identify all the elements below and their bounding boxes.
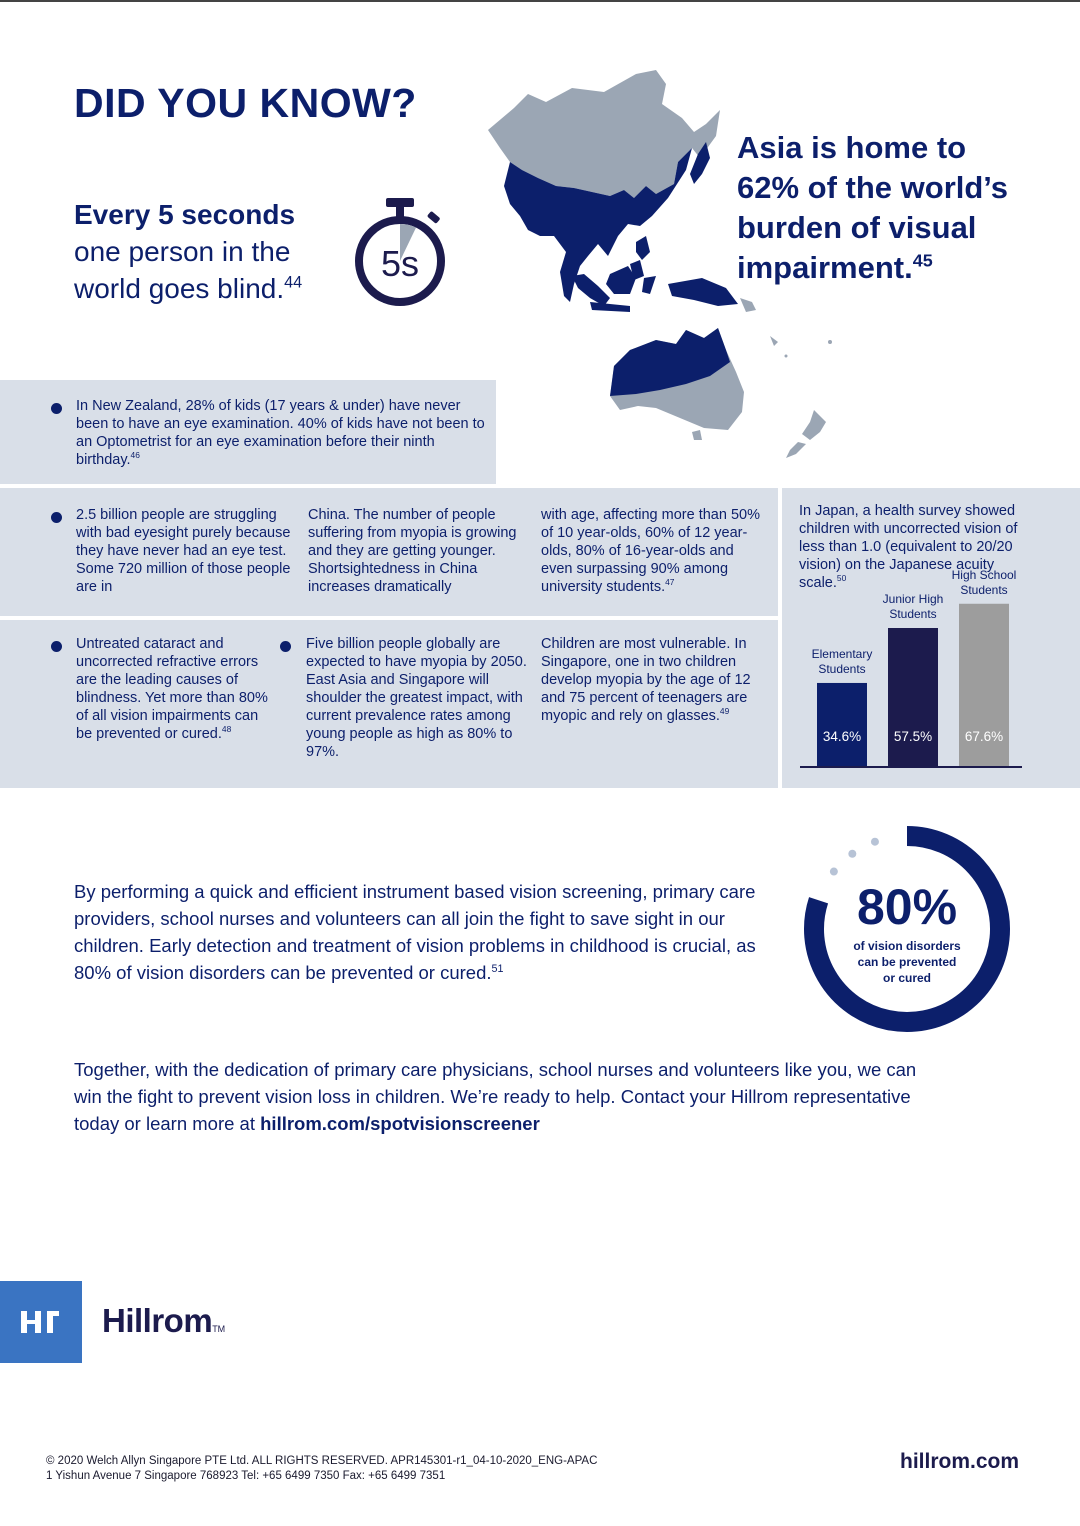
- singapore-fact: [541, 635, 769, 725]
- footer-website-link[interactable]: hillrom.com: [900, 1450, 1020, 1473]
- stopwatch-label: 5s: [380, 243, 420, 284]
- brand-tm: TM: [212, 1324, 226, 1334]
- bullet-dot: [51, 403, 62, 414]
- myopia-fact-text: Five billion people globally are expected to have myopia by 2050. East Asia and Singapore will shoulder the greatest impact, with current prevalence rates among young people as high as 80% to 97%.: [306, 636, 527, 760]
- closing-paragraph: [74, 1056, 934, 1137]
- donut-caption-line2: can be prevented: [857, 955, 957, 969]
- eyesight-fact-col2-text: China. The number of people suffering from myopia is growing and they are getting younger. Shortsightedness in China increases dramatically: [308, 507, 517, 595]
- chart-category-label: Students: [818, 661, 866, 676]
- chart-value-label: 34.6%: [822, 729, 862, 744]
- footer-address: 1 Yishun Avenue 7 Singapore 768923 Tel: +65 6499 7350 Fax: +65 6499 7351: [46, 1470, 446, 1482]
- asia-fact-line4: impairment.: [737, 250, 913, 285]
- screening-text: By performing a quick and efficient instrument based vision screening, primary care providers, school nurses and volunteers can all join the fight to save sight in our children. Early detection and treatment of vision problems in childhood is crucial, as 80% of vision disorders can be prevented or cured.: [74, 881, 756, 983]
- myopia-fact: [306, 635, 528, 761]
- footer-legal: [46, 1454, 597, 1484]
- eyesight-fact-col3: [541, 506, 769, 596]
- donut-caption-line1: of vision disorders: [853, 939, 961, 953]
- eighty-percent-donut: [798, 820, 1016, 1038]
- eyesight-fact-col1-text: 2.5 billion people are struggling with bad eyesight purely because they have never had an eye test. Some 720 million of those people are in: [76, 507, 291, 595]
- donut-dot: [830, 868, 838, 876]
- chart-category-label: Elementary: [811, 646, 873, 661]
- hillrom-wordmark: [102, 1302, 225, 1340]
- bullet-dot: [51, 641, 62, 652]
- chart-category-label: Students: [889, 607, 937, 621]
- asia-fact-line2: 62% of the world’s: [737, 170, 1009, 205]
- chart-value-label: 67.6%: [964, 729, 1004, 744]
- footer-copyright: © 2020 Welch Allyn Singapore PTE Ltd. ALL RIGHTS RESERVED. APR145301-r1_04-10-2020_ENG-APAC: [46, 1455, 598, 1467]
- asia-fact-line1: Asia is home to: [737, 130, 967, 165]
- eyesight-fact-col1: [76, 506, 300, 596]
- top-rule: [0, 0, 1080, 2]
- cataract-fact-text: Untreated cataract and uncorrected refractive errors are the leading causes of blindness. Yet more than 80% of all vision impairments can be prevented or cured.: [76, 636, 268, 742]
- bullet-dot: [51, 512, 62, 523]
- singapore-fact-ref: 49: [719, 706, 730, 717]
- eyesight-fact-col2: [308, 506, 532, 596]
- hillrom-mark-icon: [19, 1307, 63, 1337]
- closing-text: Together, with the dedication of primary care physicians, school nurses and volunteers like you, we can win the fight to prevent vision loss in children. We’re ready to help. Contact your Hillrom representative today or learn more at: [74, 1059, 917, 1134]
- cataract-fact: [76, 635, 272, 743]
- eyesight-fact-col3-text: with age, affecting more than 50% of 10 year-olds, 60% of 12 year-olds, 80% of 16-year-olds and even surpassing 90% among university students.: [541, 507, 760, 595]
- blindness-fact: [74, 196, 364, 307]
- stopwatch-icon: [348, 196, 452, 308]
- asia-fact: [737, 128, 1057, 288]
- chart-value-label: 57.5%: [893, 729, 933, 744]
- asia-fact-line3: burden of visual: [737, 210, 977, 245]
- chart-category-label: High School: [951, 567, 1017, 582]
- blindness-fact-line3: world goes blind.: [74, 273, 285, 304]
- screening-ref: 51: [491, 962, 504, 975]
- brand-name: Hillrom: [102, 1302, 213, 1339]
- japan-fact-ref: 50: [836, 573, 847, 584]
- blindness-fact-line2: one person in the: [74, 236, 291, 267]
- page-title: DID YOU KNOW?: [74, 80, 417, 126]
- chart-bar: [817, 683, 867, 766]
- donut-dot: [848, 850, 856, 858]
- blindness-fact-ref: 44: [284, 273, 303, 292]
- chart-category-label: Students: [960, 582, 1008, 597]
- cataract-fact-ref: 48: [221, 724, 232, 735]
- eyesight-fact-ref: 47: [665, 577, 675, 588]
- nz-fact-ref: 46: [130, 450, 140, 461]
- hillrom-logo-mark: [0, 1281, 82, 1363]
- donut-dot: [871, 838, 879, 846]
- nz-fact-text: [76, 397, 486, 469]
- singapore-fact-text: Children are most vulnerable. In Singapore, one in two children develop myopia by the age of 12 and 75 percent of teenagers are myopic and rely on glasses.: [541, 636, 751, 724]
- donut-caption-line3: or cured: [882, 971, 932, 985]
- bullet-dot: [280, 641, 291, 652]
- asia-fact-ref: 45: [912, 250, 933, 271]
- blindness-fact-line1: Every 5 seconds: [74, 199, 296, 230]
- spotvision-link[interactable]: hillrom.com/spotvisionscreener: [260, 1113, 540, 1134]
- japan-fact-text: In Japan, a health survey showed children with uncorrected vision of less than 1.0 (equivalent to 20/20 vision) on the Japanese acuity scale.: [799, 503, 1018, 591]
- donut-value-label: 80%: [856, 879, 958, 935]
- chart-bar: [888, 628, 938, 766]
- nz-fact-body: In New Zealand, 28% of kids (17 years & under) have never been to have an eye examination. 40% of kids have not been to an Optometrist for an eye examination before their ninth birthday.: [76, 398, 485, 468]
- chart-category-label: Junior High: [882, 592, 944, 606]
- screening-paragraph: [74, 878, 764, 986]
